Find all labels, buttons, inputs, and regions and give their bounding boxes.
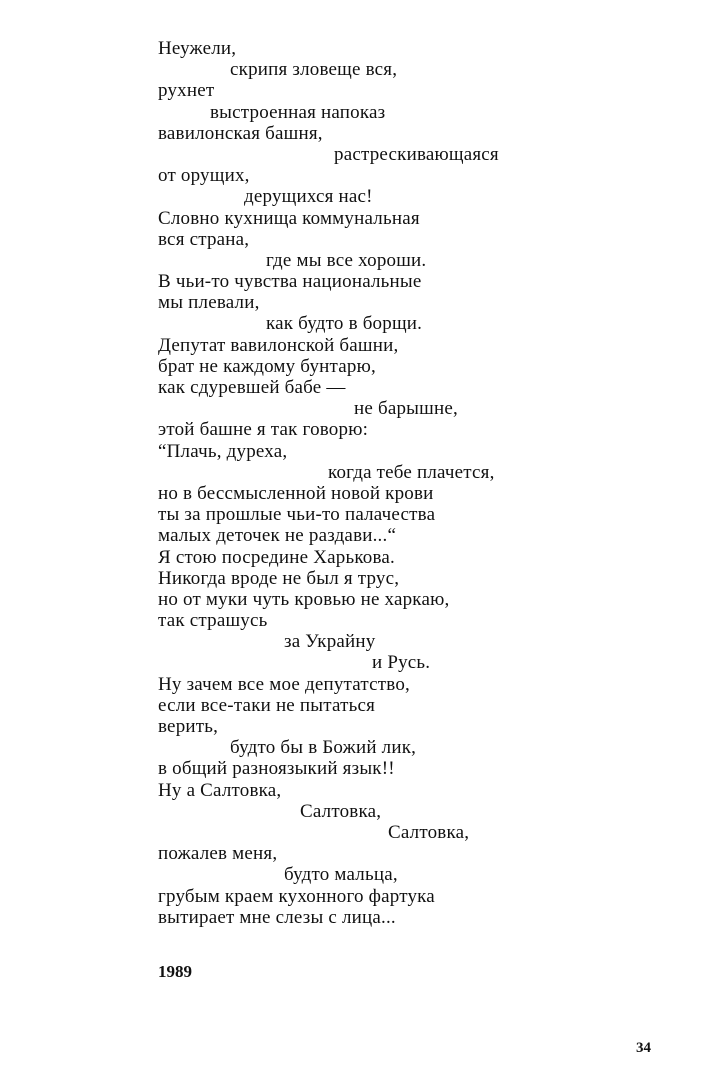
poem-line: этой башне я так говорю: [158, 419, 369, 441]
poem-line: и Русь. [372, 652, 431, 674]
poem-line: малых деточек не раздави...“ [158, 525, 397, 547]
poem-line: верить, [158, 716, 219, 737]
poem-line: если все-таки не пытаться [158, 694, 376, 716]
poem-line: Неужели, [158, 38, 237, 59]
poem-year: 1989 [158, 962, 192, 981]
poem-line: как сдуревшей бабе — [158, 377, 346, 398]
poem-line: будто мальца, [284, 864, 398, 886]
poem-line: Словно кухнища коммунальная [158, 207, 420, 229]
page-number: 34 [636, 1040, 651, 1056]
poem-line: от орущих, [158, 165, 250, 187]
poem-line: брат не каждому бунтарю, [158, 355, 376, 377]
poem-line: как будто в борщи. [266, 313, 423, 335]
poem-line: грубым краем кухонного фартука [158, 885, 435, 907]
poem-text [158, 38, 499, 928]
poem-line: Ну а Салтовка, [158, 779, 282, 801]
poem-line: выстроенная напоказ [210, 101, 386, 123]
poem-line: скрипя зловеще вся, [230, 59, 398, 81]
poem-line: вавилонская башня, [158, 122, 323, 144]
poem-line: Никогда вроде не был я трус, [158, 567, 400, 589]
poem-line: но от муки чуть кровью не харкаю, [158, 588, 450, 610]
poem-line: дерущихся нас! [244, 186, 373, 208]
poem-line: Депутат вавилонской башни, [158, 334, 399, 356]
poem-line: “Плачь, дуреха, [158, 440, 288, 462]
poem-line: когда тебе плачется, [328, 461, 495, 483]
poem-line: за Украйну [284, 631, 376, 653]
poem-line: Салтовка, [300, 800, 382, 822]
poem-line: но в бессмысленной новой крови [158, 482, 434, 504]
poem-line: рухнет [158, 80, 215, 102]
poem-line: Я стою посредине Харькова. [158, 546, 395, 568]
poem-line: Салтовка, [388, 821, 470, 843]
poem-line: будто бы в Божий лик, [230, 737, 417, 759]
poem-line: мы плевали, [158, 292, 260, 314]
poem-line: не барышне, [354, 398, 458, 420]
poem-line: ты за прошлые чьи-то палачества [158, 504, 436, 526]
poem-line: вся страна, [158, 228, 250, 250]
poem-line: пожалев меня, [158, 843, 278, 865]
poem-line: растрескивающаяся [334, 143, 499, 165]
poem-line: так страшусь [158, 610, 268, 632]
poem-line: где мы все хороши. [266, 249, 427, 271]
poem-line: В чьи-то чувства национальные [158, 271, 422, 293]
poem-line: вытирает мне слезы с лица... [158, 906, 396, 928]
poem-line: Ну зачем все мое депутатство, [158, 673, 410, 695]
poem-line: в общий разноязыкий язык!! [158, 758, 395, 780]
